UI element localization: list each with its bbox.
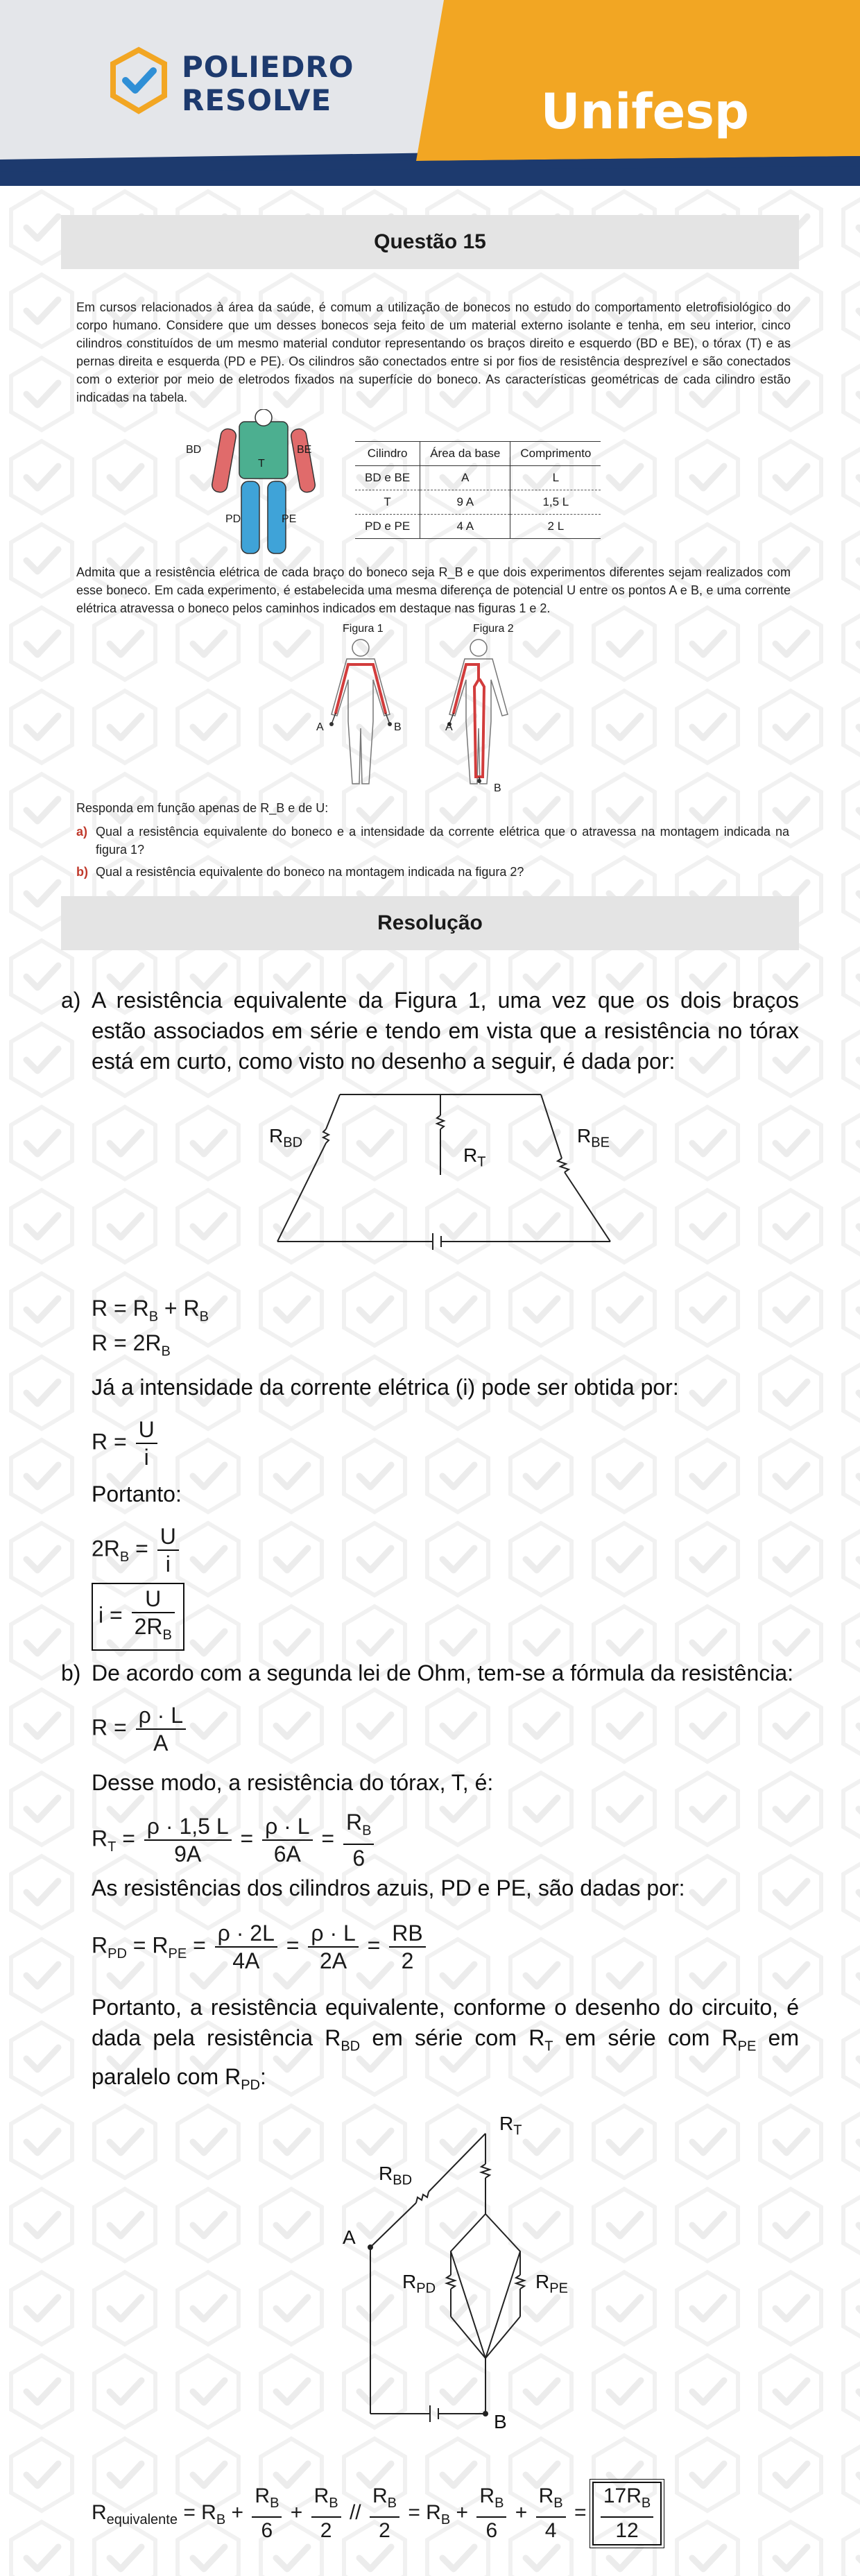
table-row [355,515,601,539]
resolution-a-text: A resistência equivalente da Figura 1, uma vez que os dois braços estão associados em série e tendo em vista que a resistência no tórax está em curto, como visto no desenho a seguir, é dada por: [92,988,799,1074]
label-pd: PD [225,513,241,525]
resolution-b-text: De acordo com a segunda lei de Ohm, tem-se a fórmula da resistência: [92,1660,794,1685]
table-cell: BD e BE [355,466,420,490]
label-pe: PE [282,513,297,525]
item-a-letter: a) [76,825,88,839]
table-header: Cilindro [355,442,420,466]
brand-line2: RESOLVE [182,83,332,117]
table-cell: T [355,490,420,515]
resolution-title: Resolução [377,911,483,934]
fig1-title: Figura 1 [343,623,384,635]
resolution-title-bar [61,896,799,950]
header [0,0,860,186]
table-cell: 9 A [420,490,510,515]
final-text: Portanto, a resistência equivalente, conforme o desenho do circuito, é dada pela resistência $R_{BD}$ em série com $R_T$ em série com $R_{PE}$ em paralelo com $R_{PD}$: [92,1995,800,2093]
fig2-title: Figura 2 [473,623,514,635]
body-cylinders-figure [201,409,326,555]
fig1-point-b: B [394,721,402,733]
current-text: Já a intensidade da corrente elétrica (i) pode ser obtida por: [92,1375,679,1400]
question-para2-text: Admita que a resistência elétrica de cada braço do boneco seja R_B e que dois experimentos diferentes sejam realizados com esse boneco. Em cada experimento, é estabelecida uma mesma diferença de potencial U entre os pontos A e B, e uma corrente elétrica atravessa o boneco pelos caminhos indicados em destaque nas figuras 1 e 2. [76,565,791,615]
eq-final: $R_{equivalente} = R_B$ + $\frac{R_B}{6}$ + $\frac{R_B}{2}$ // $\frac{R_B}{2}$ = $R_B$ + $\frac{R_B}{6}$ + $\frac{R_B}{4}$ = $\frac{17R_B}{12}$ [92,2482,662,2545]
c1-rbd: $R_{BD}$ [269,1125,303,1151]
c2-rbd: $R_{BD}$ [379,2163,413,2188]
eq-a2: $R = 2R_B$ [92,1330,171,1359]
table-header-row [355,442,601,466]
table-row [355,490,601,515]
poliedro-logo-icon [108,46,170,115]
figures-1-2 [312,638,541,791]
table-cell: 4 A [420,515,510,539]
table-cell: 1,5 L [510,490,601,515]
question-title-bar [61,215,799,269]
c2-rpd: $R_{PD}$ [402,2271,436,2296]
c2-rt: $R_T$ [499,2113,522,2138]
table-cell: 2 L [510,515,601,539]
eq-b1: R = $\frac{\rho \cdot L}{A}$ [92,1702,189,1756]
exam-name: Unifesp [540,83,749,140]
label-t: T [258,458,265,470]
table-cell: PD e PE [355,515,420,539]
item-a-text: Qual a resistência equivalente do boneco e a intensidade da corrente elétrica que o atravessa na montagem indicada na figura 1? [96,825,789,857]
item-b-letter-res: b) [61,1660,81,1685]
table-header: Área da base [420,442,510,466]
answer-prompt-text: Responda em função apenas de R_B e de U: [76,801,329,815]
item-b-text: Qual a resistência equivalente do boneco na montagem indicada na figura 2? [96,865,524,879]
question-title: Questão 15 [374,230,486,253]
torax-text: Desse modo, a resistência do tórax, T, é: [92,1770,494,1795]
item-a-letter-res: a) [61,988,81,1013]
dimensions-table [355,441,601,539]
table-cell: A [420,466,510,490]
circuit-1-diagram [264,1089,624,1255]
eq-a1: $R = R_B + R_B$ [92,1296,209,1325]
fig2-point-b: B [494,782,501,794]
label-bd: BD [186,444,202,456]
fig1-point-a: A [316,721,324,733]
eq-a4: i = $\frac{U}{2R_B}$ [92,1583,184,1651]
c2-point-a: A [343,2226,356,2248]
question-intro-text: Em cursos relacionados à área da saúde, é comum a utilização de bonecos no estudo do comportamento eletrofisiológico do corpo humano. Considere que um desses bonecos seja feito de um material externo isolante e tenha, em seu interior, cinco cilindros constituídos de um mesmo material condutor representando os braços direito e esquerdo (BD e BE), o tórax (T) e as pernas direita e esquerda (PD e PE). Os cilindros são conectados entre si por fios de resistência desprezível e são conectados com o exterior por meio de eletrodos fixados na superfície do boneco. As características geométricas de cada cilindro estão indicadas na tabela. [76,300,791,404]
pernas-text: As resistências dos cilindros azuis, PD e PE, são dadas por: [92,1875,685,1900]
table-header: Comprimento [510,442,601,466]
c2-rpe: $R_{PE}$ [535,2271,568,2296]
c2-point-b: B [494,2411,507,2432]
portanto-text: Portanto: [92,1482,182,1506]
table-row [355,466,601,490]
answer-prompt [76,799,791,817]
eq-b3: $R_{PD} = R_{PE}$ = $\frac{\rho \cdot 2L}{4A}$ = $\frac{\rho \cdot L}{2A}$ = $\frac{RB}{2}$ [92,1920,429,1974]
brand-line1: POLIEDRO [182,50,354,84]
eq-a3: $2R_B$ = $\frac{U}{i}$ [92,1523,182,1577]
table-cell: L [510,466,601,490]
question-para2 [76,563,791,617]
eq-ohm: R = $\frac{U}{i}$ [92,1416,160,1470]
eq-b2: $R_T$ = $\frac{\rho \cdot 1,5 L}{9A}$ = $\frac{\rho \cdot L}{6A}$ = $\frac{R_B}{6}$ [92,1809,377,1871]
fig2-point-a: A [445,721,453,733]
question-intro [76,298,791,406]
c1-rbe: $R_{BE}$ [577,1125,610,1151]
label-be: BE [297,444,312,456]
item-b-letter: b) [76,865,88,879]
c1-rt: $R_T$ [463,1144,486,1170]
